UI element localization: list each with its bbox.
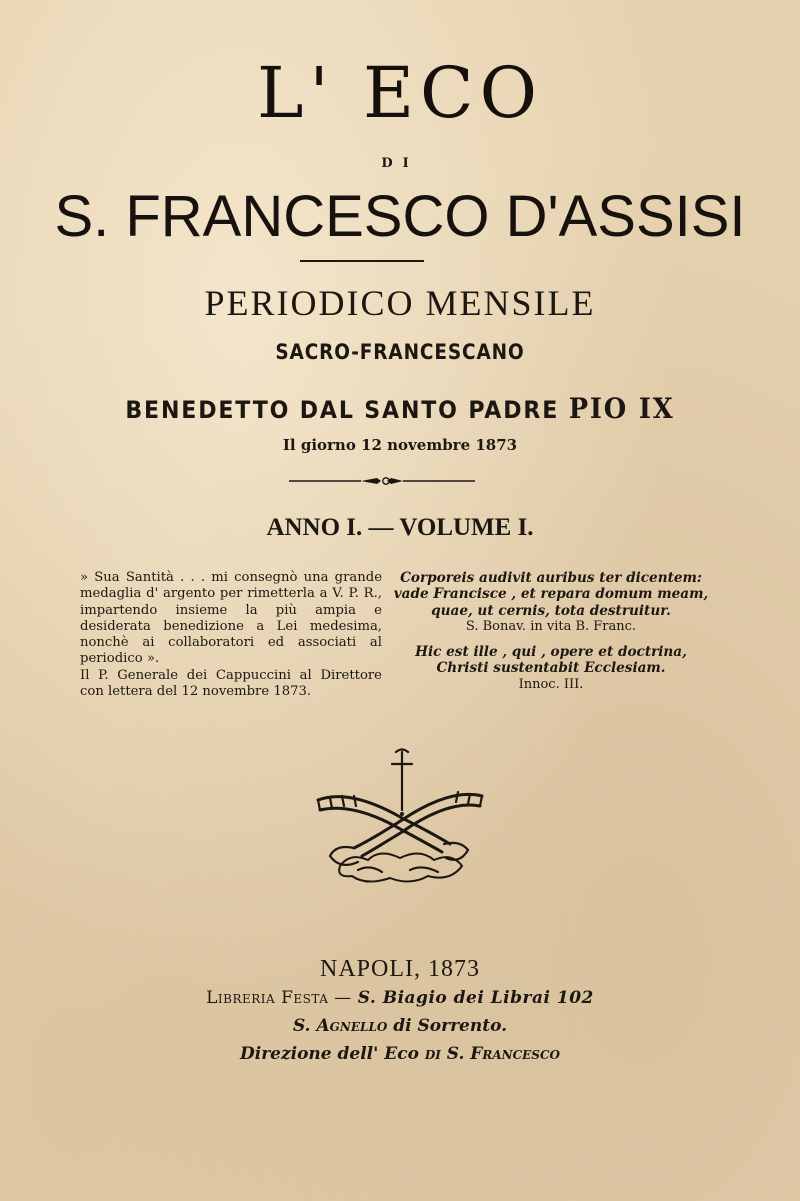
blessing-line bbox=[32, 392, 768, 425]
imprint-sorrento bbox=[0, 1016, 800, 1036]
epigraph-right-source-2: Innoc. III. bbox=[518, 676, 584, 692]
epigraph-left bbox=[80, 570, 382, 700]
subtitle-periodico: PERIODICO MENSILE bbox=[204, 283, 596, 323]
page-title: S. FRANCESCO D'ASSISI bbox=[54, 184, 746, 249]
title-divider bbox=[300, 260, 424, 262]
masthead-title: L' ECO bbox=[256, 52, 544, 134]
imprint-di: di bbox=[424, 1044, 441, 1064]
imprint-publisher-address: S. Biagio dei Librai 102 bbox=[357, 988, 594, 1008]
volume-label: ANNO I. — VOLUME I. bbox=[266, 514, 534, 541]
epigraph-right-quote-1: Corporeis audivit auribus ter dicentem: vade Francisce , et repara domum meam, quae, ut cernis, tota destruitur. bbox=[393, 570, 709, 619]
blessing-date: Il giorno 12 novembre 1873 bbox=[282, 436, 518, 454]
epigraph-right bbox=[392, 570, 710, 693]
franciscan-emblem-icon bbox=[310, 748, 490, 888]
imprint-place: NAPOLI, 1873 bbox=[320, 956, 480, 982]
epigraph-right-quote-2: Hic est ille , qui , opere et doctrina, Christi sustentabit Ecclesiam. bbox=[415, 644, 687, 677]
ornamental-rule-icon bbox=[289, 473, 475, 489]
imprint-publisher-sep: — bbox=[328, 988, 358, 1008]
imprint-sorrento-text: di Sorrento. bbox=[387, 1016, 508, 1036]
imprint-direzione bbox=[0, 1044, 800, 1064]
imprint-publisher-name: Libreria Festa bbox=[206, 988, 329, 1008]
epigraph-right-source-1: S. Bonav. in vita B. Franc. bbox=[465, 618, 637, 634]
epigraph-left-quote: » Sua Santità . . . mi consegnò una grande medaglia d' argento per rimetterla a V. P. R., impartendo insieme la più ampia e desiderata benedizione a Lei medesima, nonchè ai collaboratori ed associati al periodico ». bbox=[80, 570, 382, 667]
imprint-agnello: S. Agnello bbox=[292, 1016, 388, 1036]
imprint-publisher bbox=[0, 988, 800, 1008]
imprint-direzione-text: Direzione dell' Eco bbox=[240, 1044, 425, 1064]
subtitle-sacro: SACRO-FRANCESCANO bbox=[275, 340, 525, 364]
epigraph-left-source: Il P. Generale dei Cappuccini al Direttore con lettera del 12 novembre 1873. bbox=[80, 667, 382, 700]
blessing-pope-name: PIO IX bbox=[568, 392, 675, 425]
imprint-francesco: S. Francesco bbox=[440, 1044, 560, 1064]
masthead-di: DI bbox=[381, 156, 419, 171]
blessing-prefix: BENEDETTO DAL SANTO PADRE bbox=[125, 396, 569, 424]
